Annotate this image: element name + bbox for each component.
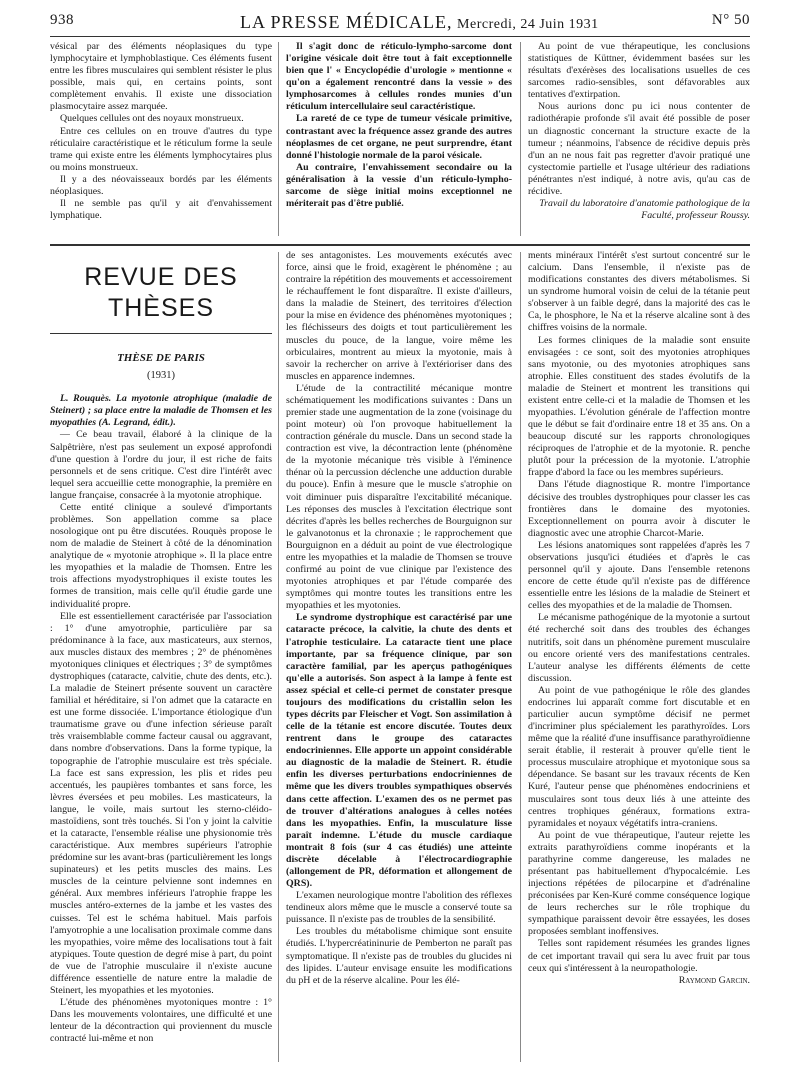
section-title: REVUE DES THÈSES bbox=[84, 263, 238, 322]
paragraph: Il ne semble pas qu'il y ait d'envahissement lymphatique. bbox=[50, 198, 272, 222]
paragraph: — Ce beau travail, élaboré à la clinique de la Salpêtrière, n'est pas seulement un exposé approfondi d'une question à l'ordre du jour, il est riche de faits personnels et de sens critique. C'est dire l'intérêt avec lequel sera accueillie cette monographie, la première en langue française, consacrée à la myotonie atrophique. bbox=[50, 429, 272, 501]
paragraph: Au point de vue thérapeutique, les conclusions statistiques de Küttner, évidemment basées sur les résultats d'exérèses des localisations usuelles de ces sarcomes radio-sensibles, sont défavorables aux tentatives d'extirpation. bbox=[528, 41, 750, 101]
these-heading: THÈSE DE PARIS bbox=[117, 352, 205, 364]
paragraph: Nous aurions donc pu ici nous contenter de radiothérapie profonde s'il avait été possible de poser un diagnostic concernant la structure exacte de la tumeur ; néanmoins, l'absence de récidive depuis près d'un an ne nous fait pas regretter d'avoir pratiqué une cystectomie partielle et l'usage ultérieur des radiations pénétrantes n'est indiqué, à notre avis, qu'au cas de récidive. bbox=[528, 101, 750, 197]
column-divider bbox=[278, 252, 279, 1062]
paragraph: L'étude de la contractilité mécanique montre schématiquement les modifications suivantes : Dans un premier stade une augmentation de la zone (voisinage du point moteur) où l'on provoque habituellement la contraction générale du muscle. Dans un second stade la contraction est vive, la décontraction lente (phénomène de la myotonie mécanique très visible à l'éminence thénar où la percussion déclenche une adduction durable du pouce). Enfin à mesure que le muscle s'atrophie on voit diminuer puis disparaître l'excitabilité mécanique. Les réponses des muscles à l'excitation électrique sont décrites d'après les belles recherches de Bourguignon sur le galvanotonus et la chronaxie ; le rapprochement que Bourguignon en a déduit au point de vue électrologique entre les myopathies et la maladie de Thomsen se trouve confirmé au point de vue clinique par l'existence des myotonies atrophiques et par l'étude comparée des symptômes qui montre toutes les transitions entre les myopathies et les myotonies. bbox=[286, 382, 512, 612]
paragraph: Telles sont rapidement résumées les grandes lignes de cet important travail qui sera lu avec fruit par tous ceux qui s'intéressent à la neuropathologie. bbox=[528, 938, 750, 974]
section-rule bbox=[50, 244, 750, 246]
paragraph: Le syndrome dystrophique est caractérisé par une cataracte précoce, la calvitie, la chute des dents et l'atrophie testiculaire. La cataracte tient une place importante, par sa fréquence clinique, par son caractère familial, par les aperçus pathogéniques qu'elle a autorisés. Son aspect à la lampe à fente est assez spécial et celle-ci permet de constater presque toujours des modifications du cristallin selon les types décrits par Fleischer et Vogt. Son assimilation à celle de la tétanie est encore discutée. Toutes deux rentrent dans le groupe des cataractes endocriniennes. Elle apporte un appoint considérable au diagnostic de la maladie de Steinert. R. étudie enfin les diverses perturbations endocriniennes de même que les divers troubles sympathiques observés dans cette affection. L'examen des os ne permet pas de trouver d'altérations analogues à celles notées dans les myopathies. Enfin, la musculature lisse paraît indemne. L'étude du muscle cardiaque montrait 8 fois (sur 4 cas étudiés) une atteinte discrète décelable à l'électrocardiographie (allongement de PR, déformation et allongement de QRS). bbox=[286, 612, 512, 890]
paragraph: Au point de vue thérapeutique, l'auteur rejette les extraits parathyroïdiens comme inopérants et la parathyrine comme dangereuse, les malades ne présentant pas habituellement d'hypocalcémie. Les injections répétées de pilocarpine et d'adrénaline préconisées par Ken-Kuré comme conséquence logique de leurs recherches sur le rôle trophique du sympathique paraissent devoir être essayées, les doses proposées semblant inoffensives. bbox=[528, 829, 750, 938]
top-column-1 bbox=[50, 41, 272, 222]
paragraph: Dans l'étude diagnostique R. montre l'importance décisive des troubles dystrophiques pour classer les cas frontières dans le domaine des myotonies. Exceptionnellement on pourra avoir à discuter le diagnostic avec une atrophie Charcot-Marie. bbox=[528, 479, 750, 539]
thesis-reference: L. Rouquès. La myotonie atrophique (maladie de Steinert) ; sa place entre la maladie de Thomsen et les myopathies (A. Legrand, édit.). bbox=[50, 393, 272, 429]
paragraph: ments minéraux l'intérêt s'est surtout concentré sur le calcium. Dans l'ensemble, il n'existe pas de modifications constantes des divers métabolismes. Si un syndrome humoral voisin de celui de la tétanie peut s'observer à un faible degré, dans la majorité des cas le Ca, le phosphore, le Na et la réserve alcaline sont à des chiffres voisins de la normale. bbox=[528, 250, 750, 334]
author-signature: Raymond Garcin. bbox=[678, 974, 750, 986]
lab-credit: Travail du laboratoire d'anatomie pathologique de la Faculté, professeur Roussy. bbox=[539, 198, 750, 222]
paragraph: de ses antagonistes. Les mouvements exécutés avec force, ainsi que le froid, exagèrent le phénomène ; au contraire la répétition des mouvements et accessoirement le réchauffement le font disparaître. Il existe d'ailleurs, dans la maladie de Steinert, des territoires d'élection pour la mise en évidence des phénomènes myotoniques ; les fléchisseurs des doigts et tout particulièrement les muscles du pouce, de la langue, voire même les orbiculaires, montrent au mieux la myotonie, mais à savoir la rechercher on arrive à l'extérioriser dans des muscles en apparence indemnes. bbox=[286, 250, 512, 382]
paragraph: Il y a des néovaisseaux bordés par les éléments néoplasiques. bbox=[50, 173, 272, 197]
paragraph: Les formes cliniques de la maladie sont ensuite envisagées : ce sont, soit des myotonies atrophiques sans myotonie, ou des myotonies atrophiques sans atrophie. Elles constituent des stades évolutifs de la maladie de Steinert et montrent les transitions qui existent entre celle-ci et la maladie de Thomsen et les myopathies. L'évolution générale de l'affection montre que le début se fait d'ordinaire entre 18 et 35 ans. On a beaucoup discuté sur les rapports chronologiques réciproques de l'atrophie et de la myotonie. R. penche plutôt pour la précession de la myotonie. L'atrophie frappe d'abord la face ou les membres supérieurs. bbox=[528, 334, 750, 479]
paragraph: L'examen neurologique montre l'abolition des réflexes tendineux alors même que le muscle a conservé toute sa puissance. Il n'existe pas de troubles de la sensibilité. bbox=[286, 890, 512, 926]
paragraph: Les troubles du métabolisme chimique sont ensuite étudiés. L'hypercréatininurie de Pemberton ne paraît pas symptomatique. Il n'existe pas de troubles du glucides ni des lipides. L'auteur envisage ensuite les modifications du pH et de la réserve alcaline. Pour les élé- bbox=[286, 926, 512, 986]
paragraph: Elle est essentiellement caractérisée par l'association : 1° d'une amyotrophie, particulière par sa prédominance à la face, aux masticateurs, aux sternos, aux muscles distaux des membres ; 2° de phénomènes myotoniques cliniques et électriques ; 3° de symptômes dystrophiques (cataracte, calvitie, chute des dents, etc.). La maladie de Steinert présente souvent un caractère familial et héréditaire, si l'on admet que la cataracte en est une forme dissociée. L'importance étiologique d'un traumatisme grave ou d'une infection sérieuse paraît très vraisemblable comme facteur causal ou aggravant, dans nombre d'observations. Dans la forme typique, la topographie de l'atrophie musculaire est très spéciale. La face est sans expression, les plis et rides peu accentués, les paupières tombantes et sans force, les lèvres éversées et peu mobiles. Les masticateurs, la langue, le voile, mais surtout les sterno-cléido-mastoïdiens, sont très touchés. Si l'on y joint la calvitie et la cataracte, l'ensemble réalise une physionomie très caractéristique. Aux membres supérieurs l'atrophie prédomine sur les avant-bras (particulièrement les longs supinateurs) et les petits muscles des mains. Les muscles de la ceinture pelvienne sont indemnes en général. Aux membres inférieurs l'atrophie frappe les muscles antéro-externes de la jambe et les vastes des cuisses. Tel est le schéma habituel. Mais parfois l'amyotrophie a une localisation proximale comme dans les myopathies, voire même des localisations tout à fait atypiques. Toute question de degré mise à part, du point de vue de l'atrophie musculaire il n'existe aucune différence essentielle de nature entre la maladie de Steinert, les myopathies et les myotonies. bbox=[50, 610, 272, 997]
magazine-name: LA PRESSE MÉDICALE, bbox=[240, 12, 453, 32]
column-divider bbox=[520, 42, 521, 236]
issue-number: N° 50 bbox=[711, 12, 750, 28]
top-column-3 bbox=[528, 41, 750, 222]
page-number: 938 bbox=[50, 12, 74, 28]
paragraph: Le mécanisme pathogénique de la myotonie a surtout été recherché soit dans des troubles des échanges nutritifs, soit dans un phénomène purement musculaire ou encore orienté vers des manifestations centrales. L'auteur analyse les différents éléments de cette discussion. bbox=[528, 612, 750, 684]
column-divider bbox=[278, 42, 279, 236]
these-year: (1931) bbox=[147, 370, 175, 382]
paragraph: Les lésions anatomiques sont rappelées d'après les 7 observations jusqu'ici étudiées et d'après le cas personnel qu'il y ajoute. Dans l'ensemble retenons encore de cette étude qu'il n'existe pas de différence essentielle entre les lésions de la maladie de Steinert et celles des myopathies et de la maladie de Thomsen. bbox=[528, 539, 750, 612]
paragraph: La rareté de ce type de tumeur vésicale primitive, contrastant avec la fréquence assez grande des autres néoplasmes de cet organe, ne peut surprendre, étant donné l'histologie normale de la paroi vésicale. bbox=[286, 113, 512, 161]
paragraph: L'étude des phénomènes myotoniques montre : 1° Dans les mouvements volontaires, une difficulté et une lenteur de la décontraction qui proviennent du muscle contracté lui-même et non bbox=[50, 997, 272, 1045]
issue-date: Mercredi, 24 Juin 1931 bbox=[457, 17, 599, 32]
paragraph: Au contraire, l'envahissement secondaire ou la généralisation à la vessie d'un réticulo-lympho-sarcome de siège initial moins exceptionnel ne mériterait pas d'être publié. bbox=[286, 161, 512, 210]
paragraph: Il s'agit donc de réticulo-lympho-sarcome dont l'origine vésicale doit être tout à fait exceptionnelle bien que l' « Encyclopédie d'urologie » mentionne « qu'on a également rencontré dans la vessie » des lymphosarcomes à cellules rondes munies d'un réticulum intercellulaire seul caractéristique. bbox=[286, 41, 512, 113]
revue-column-2 bbox=[286, 250, 512, 987]
header-rule bbox=[50, 36, 750, 37]
paragraph: Cette entité clinique a soulevé d'importants problèmes. Son appellation comme sa place nosologique ont pu être discutées. Rouquès propose le nom de maladie de Steinert à côté de la dénomination analytique de « myotonie atrophique ». Il la place entre les myopathies et la maladie de Thomsen. Entre les trois affections myodystrophiques il existe toutes les formes de transition, mais celle qu'il étudie garde une individualité propre. bbox=[50, 501, 272, 610]
revue-column-3 bbox=[528, 250, 750, 987]
title-rule bbox=[50, 333, 272, 334]
paragraph: Entre ces cellules on en trouve d'autres du type réticulaire caractéristique et le réticulum forme la seule trame qui existe entre les éléments lymphocytaires plus ou moins monstrueux. bbox=[50, 125, 272, 173]
running-title bbox=[240, 12, 599, 34]
paragraph: vésical par des éléments néoplasiques du type lymphocytaire et lymphoblastique. Ces éléments fusent entre les fibres musculaires qui semblent résister le plus possible, mais qui, en certains points, sont complètement envahis. Il existe une dissociation plasmocytaire assez marquée. bbox=[50, 41, 272, 113]
paragraph: Quelques cellules ont des noyaux monstrueux. bbox=[60, 113, 244, 125]
top-column-2 bbox=[286, 41, 512, 210]
column-divider bbox=[520, 252, 521, 1062]
revue-column-1 bbox=[50, 250, 272, 1045]
paragraph: Au point de vue pathogénique le rôle des glandes endocrines lui apparaît comme fort discutable et en particulier aucun symptôme décisif ne permet d'incriminer plus spécialement les parathyroïdes. Lors même que la réalité d'une insuffisance parathyroïdienne serait établie, il resterait à prouver qu'elle tient le processus musculaire atrophique et myotonique sous sa dépendance. Se basant sur les travaux récents de Ken Kuré, l'auteur pense que phénomènes endocriniens et musculaires sont tous deux liés à une atteinte des centres trophiques généraux, formations extra-pyramidales et noyaux végétatifs intra-craniens. bbox=[528, 684, 750, 829]
